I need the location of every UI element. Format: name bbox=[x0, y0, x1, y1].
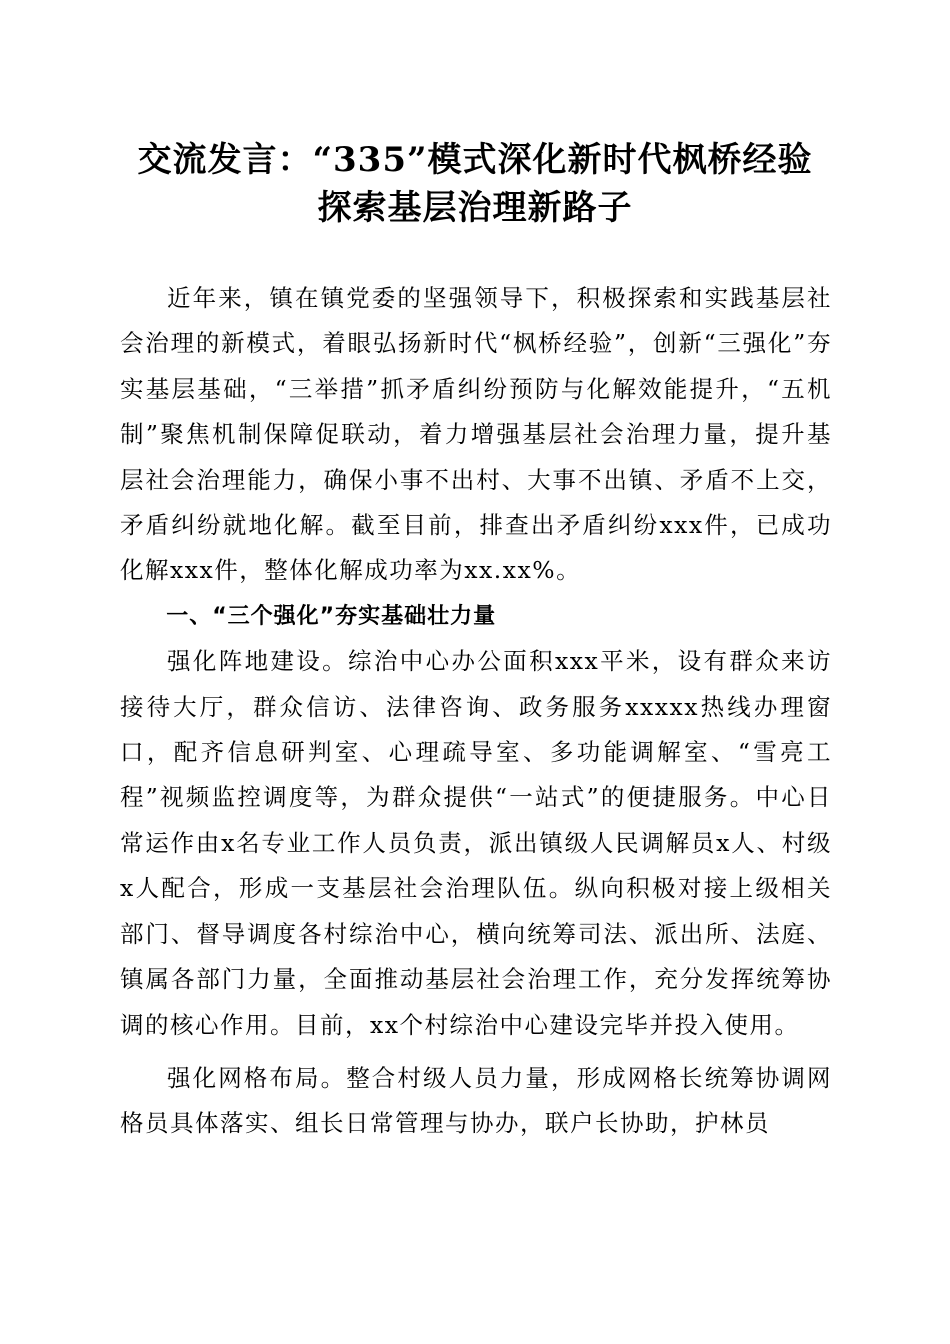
document-body bbox=[120, 276, 832, 1147]
intro-paragraph: 近年来，镇在镇党委的坚强领导下，积极探索和实践基层社会治理的新模式，着眼弘扬新时代“枫桥经验”，创新“三强化”夯实基层基础，“三举措”抓矛盾纠纷预防与化解效能提升，“五机制”聚焦机制保障促联动，着力增强基层社会治理力量，提升基层社会治理能力，确保小事不出村、大事不出镇、矛盾不上交，矛盾纠纷就地化解。截至目前，排查出矛盾纠纷xxx件，已成功化解xxx件，整体化解成功率为xx.xx%。 bbox=[120, 284, 832, 585]
paragraph-gap bbox=[120, 1048, 832, 1056]
paragraph-grid-layout: 强化网格布局。整合村级人员力量，形成网格长统筹协调网格员具体落实、组长日常管理与协办，联户长协助，护林员 bbox=[120, 1063, 832, 1138]
paragraph-position-building: 强化阵地建设。综治中心办公面积xxx平米，设有群众来访接待大厅，群众信访、法律咨询、政务服务xxxxx热线办理窗口，配齐信息研判室、心理疏导室、多功能调解室、“雪亮工程”视频监控调度等，为群众提供“一站式”的便捷服务。中心日常运作由x名专业工作人员负责，派出镇级人民调解员x人、村级x人配合，形成一支基层社会治理队伍。纵向积极对接上级相关部门、督导调度各村综治中心，横向统筹司法、派出所、法庭、镇属各部门力量，全面推动基层社会治理工作，充分发挥统筹协调的核心作用。目前，xx个村综治中心建设完毕并投入使用。 bbox=[120, 647, 832, 1039]
section-heading-1: 一、“三个强化”夯实基础壮力量 bbox=[166, 603, 497, 629]
document-title-line-1: 交流发言：“335”模式深化新时代枫桥经验 bbox=[137, 140, 813, 180]
document-title-line-2: 探索基层治理新路子 bbox=[317, 188, 633, 228]
